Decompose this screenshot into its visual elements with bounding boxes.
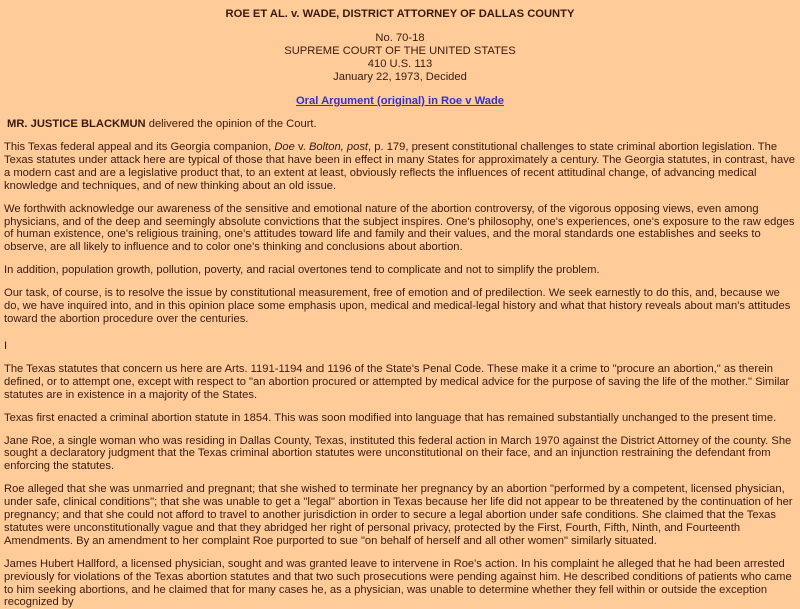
versus-text: v. bbox=[294, 141, 309, 153]
paragraph: The Texas statutes that concern us here are Arts. 1191-1194 and 1196 of the State's Penal Code. These make it a crime to "procure an abortion," as therein defined, or to attempt one, except with respect to "an abortion procured or attempted by medical advice for the purpose of saving the life of the mother." Similar statutes are in existence in a majority of the States. bbox=[4, 362, 790, 401]
paragraph: Roe alleged that she was unmarried and pregnant; that she wished to terminate her pregnancy by an abortion "performed by a competent, licensed physician, under safe, clinical conditions"; that she was unable to get a "legal" abortion in Texas because her life did not appear to be threatened by the continuation of her pregnancy; and that she could not afford to travel to another jurisdiction in order to secure a legal abortion under safe conditions. She claimed that the Texas statutes were unconstitutionally vague and that they abridged her right of personal privacy, protected by the First, Fourth, Fifth, Ninth, and Fourteenth Amendments. By an amendment to her complaint Roe purported to sue "on behalf of herself and all other women" similarly situated. bbox=[4, 483, 793, 547]
paragraph: Jane Roe, a single woman who was residing in Dallas County, Texas, instituted this federal action in March 1970 against the District Attorney of the county. She sought a declaratory judgment that the Texas criminal abortion statutes were unconstitutional on their face, and an injunction restraining the defendant from enforcing the statutes. bbox=[4, 434, 792, 473]
opinion-page bbox=[0, 8, 800, 609]
case-title: ROE ET AL. v. WADE, DISTRICT ATTORNEY OF DALLAS COUNTY bbox=[225, 8, 575, 20]
justice-name: MR. JUSTICE BLACKMUN bbox=[7, 118, 146, 130]
section-number: I bbox=[4, 339, 8, 352]
citation: 410 U.S. 113 bbox=[367, 58, 433, 70]
case-name-doe: Doe bbox=[274, 141, 295, 153]
paragraph: In addition, population growth, pollution, poverty, and racial overtones tend to complicate and not to simplify the problem. bbox=[4, 264, 600, 277]
paragraph-text: This Texas federal appeal and its Georgia companion, bbox=[4, 141, 275, 153]
decision-date: January 22, 1973, Decided bbox=[333, 71, 467, 83]
paragraph-text: , p. 179, present constitutional challenges to state criminal abortion legislation. The Texas statutes under attack here are typical of those that have been in effect in many States for approximately a century. The Georgia statutes, in contrast, have a modern cast and are a legislative product that, to an extent at least, obviously reflects the influences of recent attitudinal change, of advancing medical knowledge and techniques, and of new thinking about an old issue. bbox=[4, 141, 796, 192]
paragraph: Our task, of course, is to resolve the issue by constitutional measurement, free of emotion and of predilection. We seek earnestly to do this, and, because we do, we have inquired into, and in this opinion place some emphasis upon, medical and medical-legal history and what that history reveals about man's attitudes toward the abortion procedure over the centuries. bbox=[4, 287, 791, 325]
paragraph bbox=[4, 141, 796, 193]
oral-argument-link[interactable]: Oral Argument (original) in Roe v Wade bbox=[295, 95, 505, 107]
opinion-intro bbox=[7, 118, 796, 131]
docket-number: No. 70-18 bbox=[375, 32, 425, 44]
paragraph: We forthwith acknowledge our awareness of the sensitive and emotional nature of the abortion controversy, of the vigorous opposing views, even among physicians, and of the deep and seemingly absolute convictions that the subject inspires. One's philosophy, one's experiences, one's exposure to the raw edges of human existence, one's religious training, one's attitudes toward life and family and their values, and the moral standards one establishes and seeks to observe, are all likely to influence and to color one's thinking and conclusions about abortion. bbox=[4, 202, 795, 254]
paragraph: James Hubert Hallford, a licensed physician, sought and was granted leave to intervene in Roe's action. In his complaint he alleged that he had been arrested previously for violations of the Texas abortion statutes and that two such prosecutions were pending against him. He described conditions of patients who came to him seeking abortions, and he claimed that for many cases he, as a physician, was unable to determine whether they fell within or outside the exception recognized by bbox=[4, 557, 792, 609]
intro-text: delivered the opinion of the Court. bbox=[145, 118, 317, 130]
case-name-bolton: Bolton, post bbox=[308, 141, 369, 153]
court-name: SUPREME COURT OF THE UNITED STATES bbox=[284, 45, 516, 57]
case-header bbox=[4, 32, 796, 84]
paragraph: Texas first enacted a criminal abortion statute in 1854. This was soon modified into language that has remained substantially unchanged to the present time. bbox=[4, 411, 777, 424]
